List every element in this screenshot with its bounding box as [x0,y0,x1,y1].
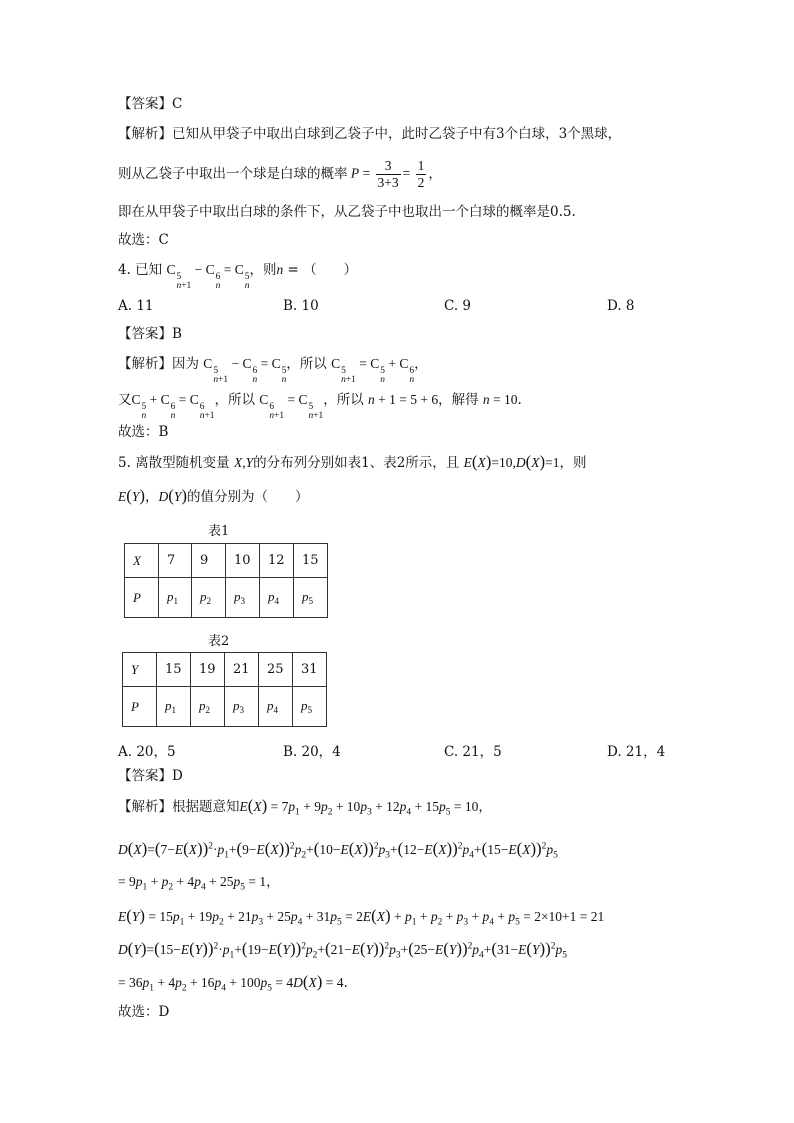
q4-a2-mid: ，所以 [214,392,255,408]
q3-analysis-line2: 则从乙袋子中取出一个球是白球的概率 P = $\frac{3}{3+3}$ = $\frac{1}{2}$ ， [118,157,442,190]
table-cell: 10 [226,544,260,578]
q3-probability-formula: P = $\frac{3}{3+3}$ = $\frac{1}{2}$ [347,157,425,190]
q4-a2-mid3: ，解得 [438,392,479,408]
analysis-label: 【解析】 [118,799,172,815]
q5-stem2-suffix: 的值分别为（ ） [187,489,309,505]
table-cell: $p_3$ [226,578,260,618]
table-cell: $p_5$ [294,578,328,618]
table-cell: $p_5$ [293,687,327,727]
q4-a2-mid2: ，所以 [323,392,364,408]
table1-caption: 表1 [208,524,230,539]
table-cell: X [125,544,159,578]
q4-answer: B [172,326,182,342]
q3-analysis-text1: 已知从甲袋子中取出白球到乙袋子中，此时乙袋子中有3个白球，3个黑球， [172,126,622,142]
q3-choose: C [158,232,169,248]
table-cell: Y [123,653,157,687]
q4-a2-formula1: C 5 n + C 6 n = C 6 n+1 [131,392,215,422]
q5-option-a: A. 20，5 [118,744,176,760]
table-cell: 19 [191,653,225,687]
q3-choose-line [118,230,169,250]
q4-a1-formula2: C 5 n+1 = C 5 n + C 6 n [331,356,415,386]
table-cell: 25 [259,653,293,687]
q4-option-b: B. 10 [283,298,319,314]
table-cell: $p_1$ [159,578,192,618]
answer-label: 【答案】 [118,326,172,342]
choose-label: 故选： [118,1004,159,1020]
q5-dx-result: = $9p_1 + p_2 + 4p_4 + 25p_5 = 1$， [118,874,280,893]
q4-stem-prefix: 4. 已知 [118,262,163,278]
q5-option-d: D. 21，4 [607,744,666,760]
q4-option-c: C. 9 [444,298,472,314]
table-cell: 31 [293,653,327,687]
choose-label: 故选： [118,424,159,440]
q4-option-a: A. 11 [118,298,154,314]
table2-header-row [123,653,327,687]
q4-stem-formula: C 5 n+1 − C 6 n = C 5 n [166,262,250,292]
table-cell: $p_2$ [192,578,226,618]
table-cell: 7 [159,544,192,578]
q5-choose: D [158,1004,170,1020]
q4-analysis-line2: 又C 5 n + C 6 n = C 6 n+1 ，所以 C 6 n+1 = C 5 n+1 ，所以 n + 1 = 5 + 6，解得 n = 10. [118,392,522,422]
q5-stem-ey: E(Y) [118,486,146,505]
table-cell: 9 [192,544,226,578]
q4-stem: 4. 已知 C 5 n+1 − C 6 n = C 5 n ，则n = （ ） [118,262,358,292]
q3-analysis-text2: 则从乙袋子中取出一个球是白球的概率 [118,166,348,182]
table-cell: $p_4$ [259,687,293,727]
q4-option-d: D. 8 [607,298,635,314]
q5-stem-prefix: 5. 离散型随机变量 [118,455,230,471]
q5-dx-formula: $D(X)=(7-E(X))^2\cdot p_1+(9-E(X))^2p_2+(10-E(X))^2p_3+(12-E(X))^2p_4+(15-E(X))^2p_5$ [118,838,558,860]
table-cell: 15 [157,653,191,687]
table-cell: $p_3$ [225,687,259,727]
table-cell: P [123,687,157,727]
table-cell: 21 [225,653,259,687]
q4-a1-formula1: C 5 n+1 − C 6 n = C 5 n [203,356,287,386]
table2 [122,652,327,727]
q5-stem-mid: 的分布列分别如表1、表2所示，且 [253,455,460,471]
q5-stem-dy: D(Y) [158,486,188,505]
analysis-label: 【解析】 [118,356,172,372]
q5-stem-vars: X,Y [233,455,254,470]
q5-stem-condition: E(X)=10,D(X)=1 [463,452,560,471]
q4-a1-mid: ，所以 [286,356,327,372]
table1-prob-row [125,578,328,618]
q5-choose-line [118,1002,169,1022]
q3-answer-line [118,94,182,114]
q3-answer: C [172,96,183,112]
analysis-label: 【解析】 [118,126,172,142]
table-cell: $p_1$ [157,687,191,727]
q5-stem-line1 [118,452,586,473]
q4-a1-prefix: 因为 [172,356,199,372]
q4-stem-paren: （ ） [303,262,358,278]
table-cell: $p_4$ [260,578,294,618]
answer-label: 【答案】 [118,96,172,112]
q4-a2-formula2: C 6 n+1 = C 5 n+1 [259,392,324,422]
q4-analysis-line1: 【解析】因为 C 5 n+1 − C 6 n = C 5 n ，所以 C 5 n+1 = C 5 n + C 6 n ， [118,356,428,386]
q5-answer: D [172,768,183,784]
q4-a2-result: n = 10 [482,392,518,407]
table-cell: P [125,578,159,618]
choose-label: 故选： [118,232,159,248]
q4-choose-line [118,422,168,442]
q5-ey-formula: $E(Y) = 15p_1 + 19p_2 + 21p_3 + 25p_4 + 31p_5 = 2E(X) + p_1 + p_2 + p_3 + p_4 + p_5 = 2\times 10+1 = 21$ [118,906,605,928]
q5-a1-prefix: 根据题意知 [172,799,240,815]
table-cell: $p_2$ [191,687,225,727]
q5-answer-line [118,766,183,786]
table-cell: 12 [260,544,294,578]
q4-a2-formula3: n + 1 = 5 + 6 [368,392,439,407]
q4-choose: B [158,424,169,440]
table2-caption: 表2 [208,634,230,649]
answer-label: 【答案】 [118,768,172,784]
table1-header-row [125,544,328,578]
q5-stem-line2: E(Y)，D(Y)的值分别为（ ） [118,486,309,505]
q5-option-c: C. 21，5 [444,744,502,760]
table1 [124,543,328,618]
q5-dy-result: = $36p_1 + 4p_2 + 16p_4 + 100p_5 = 4D(X) = 4$. [118,972,348,994]
table2-prob-row [123,687,327,727]
q4-stem-suffix: ，则 [249,262,277,278]
q4-a2-prefix: 又 [118,392,132,408]
q5-ex-formula: $E(X) = 7p_1 + 9p_2 + 10p_3 + 12p_4 + 15p_5 = 10$ [239,796,479,818]
q5-option-b: B. 20，4 [283,744,341,760]
q5-dy-formula: $D(Y)=(15-E(Y))^2\cdot p_1+(19-E(Y))^2p_2+(21-E(Y))^2p_3+(25-E(Y))^2p_4+(31-E(Y))^2p_5$ [118,938,567,960]
q4-answer-line [118,324,182,344]
table-cell: 15 [294,544,328,578]
q5-stem-suffix: ，则 [559,455,587,471]
q3-analysis-line3: 即在从甲袋子中取出白球的条件下，从乙袋子中也取出一个白球的概率是0.5. [118,204,576,220]
q5-analysis-line1: 【解析】根据题意知$E(X) = 7p_1 + 9p_2 + 10p_3 + 12p_4 + 15p_5 = 10$， [118,796,492,818]
q3-analysis-line1 [118,124,621,144]
q4-stem-n: n [276,262,284,277]
